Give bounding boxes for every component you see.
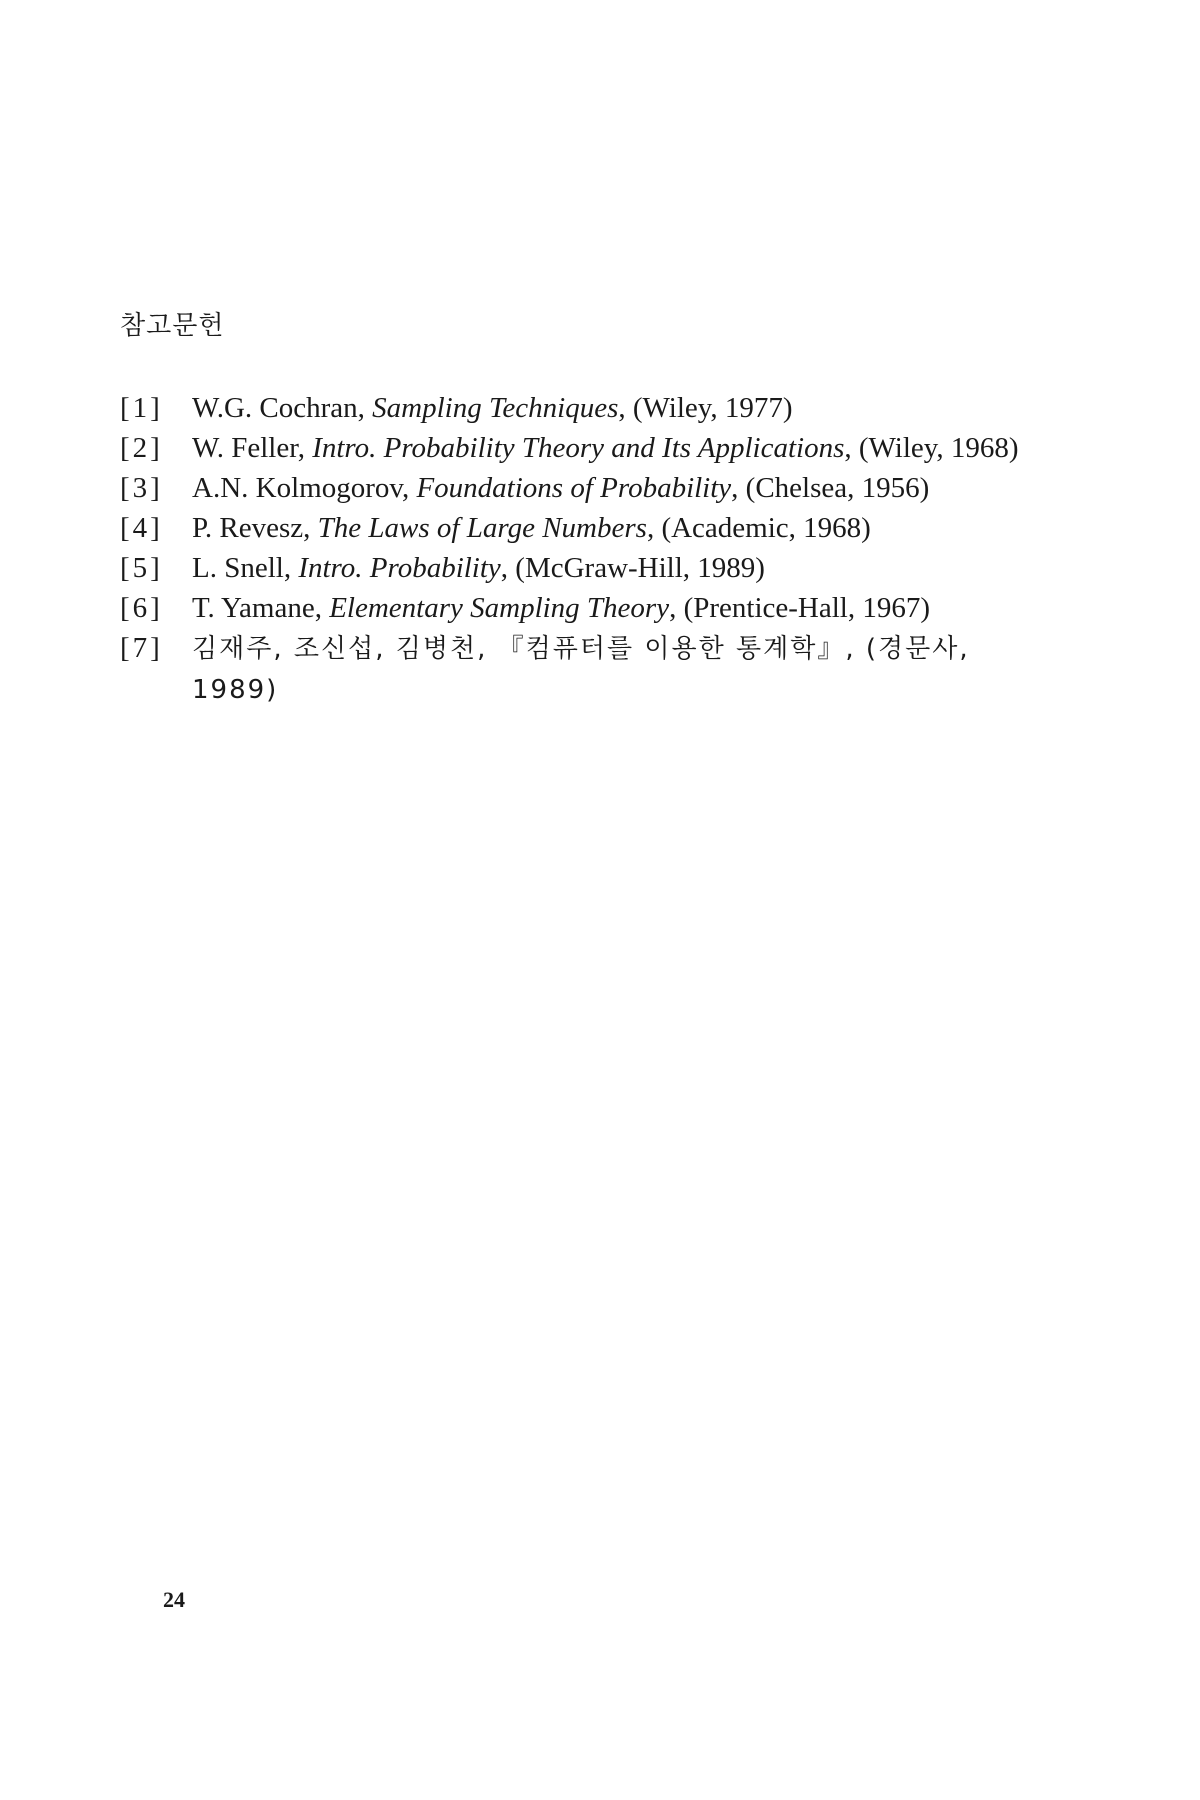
reference-publisher: , (Prentice-Hall, 1967) xyxy=(669,592,931,624)
reference-title: Foundations of Probability xyxy=(416,472,732,504)
reference-number: [7] xyxy=(120,632,163,664)
reference-publisher: , (Wiley, 1977) xyxy=(618,392,793,424)
reference-text xyxy=(192,388,1030,428)
reference-title: Elementary Sampling Theory xyxy=(329,592,670,624)
reference-publisher: , (Chelsea, 1956) xyxy=(731,472,930,504)
reference-number: [6] xyxy=(120,592,163,624)
reference-item xyxy=(120,388,1030,428)
reference-item xyxy=(120,628,1030,710)
reference-item xyxy=(120,508,1030,548)
reference-item xyxy=(120,548,1030,588)
reference-text xyxy=(192,628,1030,710)
reference-number: [2] xyxy=(120,432,163,464)
reference-publisher: , (McGraw-Hill, 1989) xyxy=(500,552,765,584)
reference-title: Sampling Techniques xyxy=(372,392,619,424)
reference-publisher: , (Academic, 1968) xyxy=(646,512,871,544)
reference-item xyxy=(120,588,1030,628)
reference-title: Intro. Probability xyxy=(298,552,501,584)
reference-publisher: , (Wiley, 1968) xyxy=(844,432,1019,464)
page-number: 24 xyxy=(163,1587,185,1612)
reference-title: 『컴퓨터를 이용한 통계학』 xyxy=(497,634,846,664)
reference-author: A.N. Kolmogorov, xyxy=(192,472,417,504)
reference-text xyxy=(192,428,1030,468)
reference-author: W. Feller, xyxy=(192,432,313,464)
reference-number: [3] xyxy=(120,472,163,504)
reference-text xyxy=(192,548,1030,588)
reference-number: [1] xyxy=(120,392,163,424)
reference-number: [5] xyxy=(120,552,163,584)
reference-text xyxy=(192,588,1030,628)
reference-author: T. Yamane, xyxy=(192,592,330,624)
reference-number: [4] xyxy=(120,512,163,544)
reference-text xyxy=(192,468,1030,508)
reference-item xyxy=(120,468,1030,508)
reference-publisher: , (경문사, 1989) xyxy=(192,634,970,705)
reference-author: P. Revesz, xyxy=(192,512,318,544)
reference-title: The Laws of Large Numbers xyxy=(317,512,647,544)
reference-list xyxy=(120,388,1030,710)
reference-author: 김재주, 조신섭, 김병천, xyxy=(192,634,498,664)
reference-author: W.G. Cochran, xyxy=(192,392,373,424)
reference-item xyxy=(120,428,1030,468)
reference-author: L. Snell, xyxy=(192,552,299,584)
reference-text xyxy=(192,508,1030,548)
section-heading: 참고문헌 xyxy=(120,311,225,341)
reference-title: Intro. Probability Theory and Its Applications xyxy=(312,432,845,464)
